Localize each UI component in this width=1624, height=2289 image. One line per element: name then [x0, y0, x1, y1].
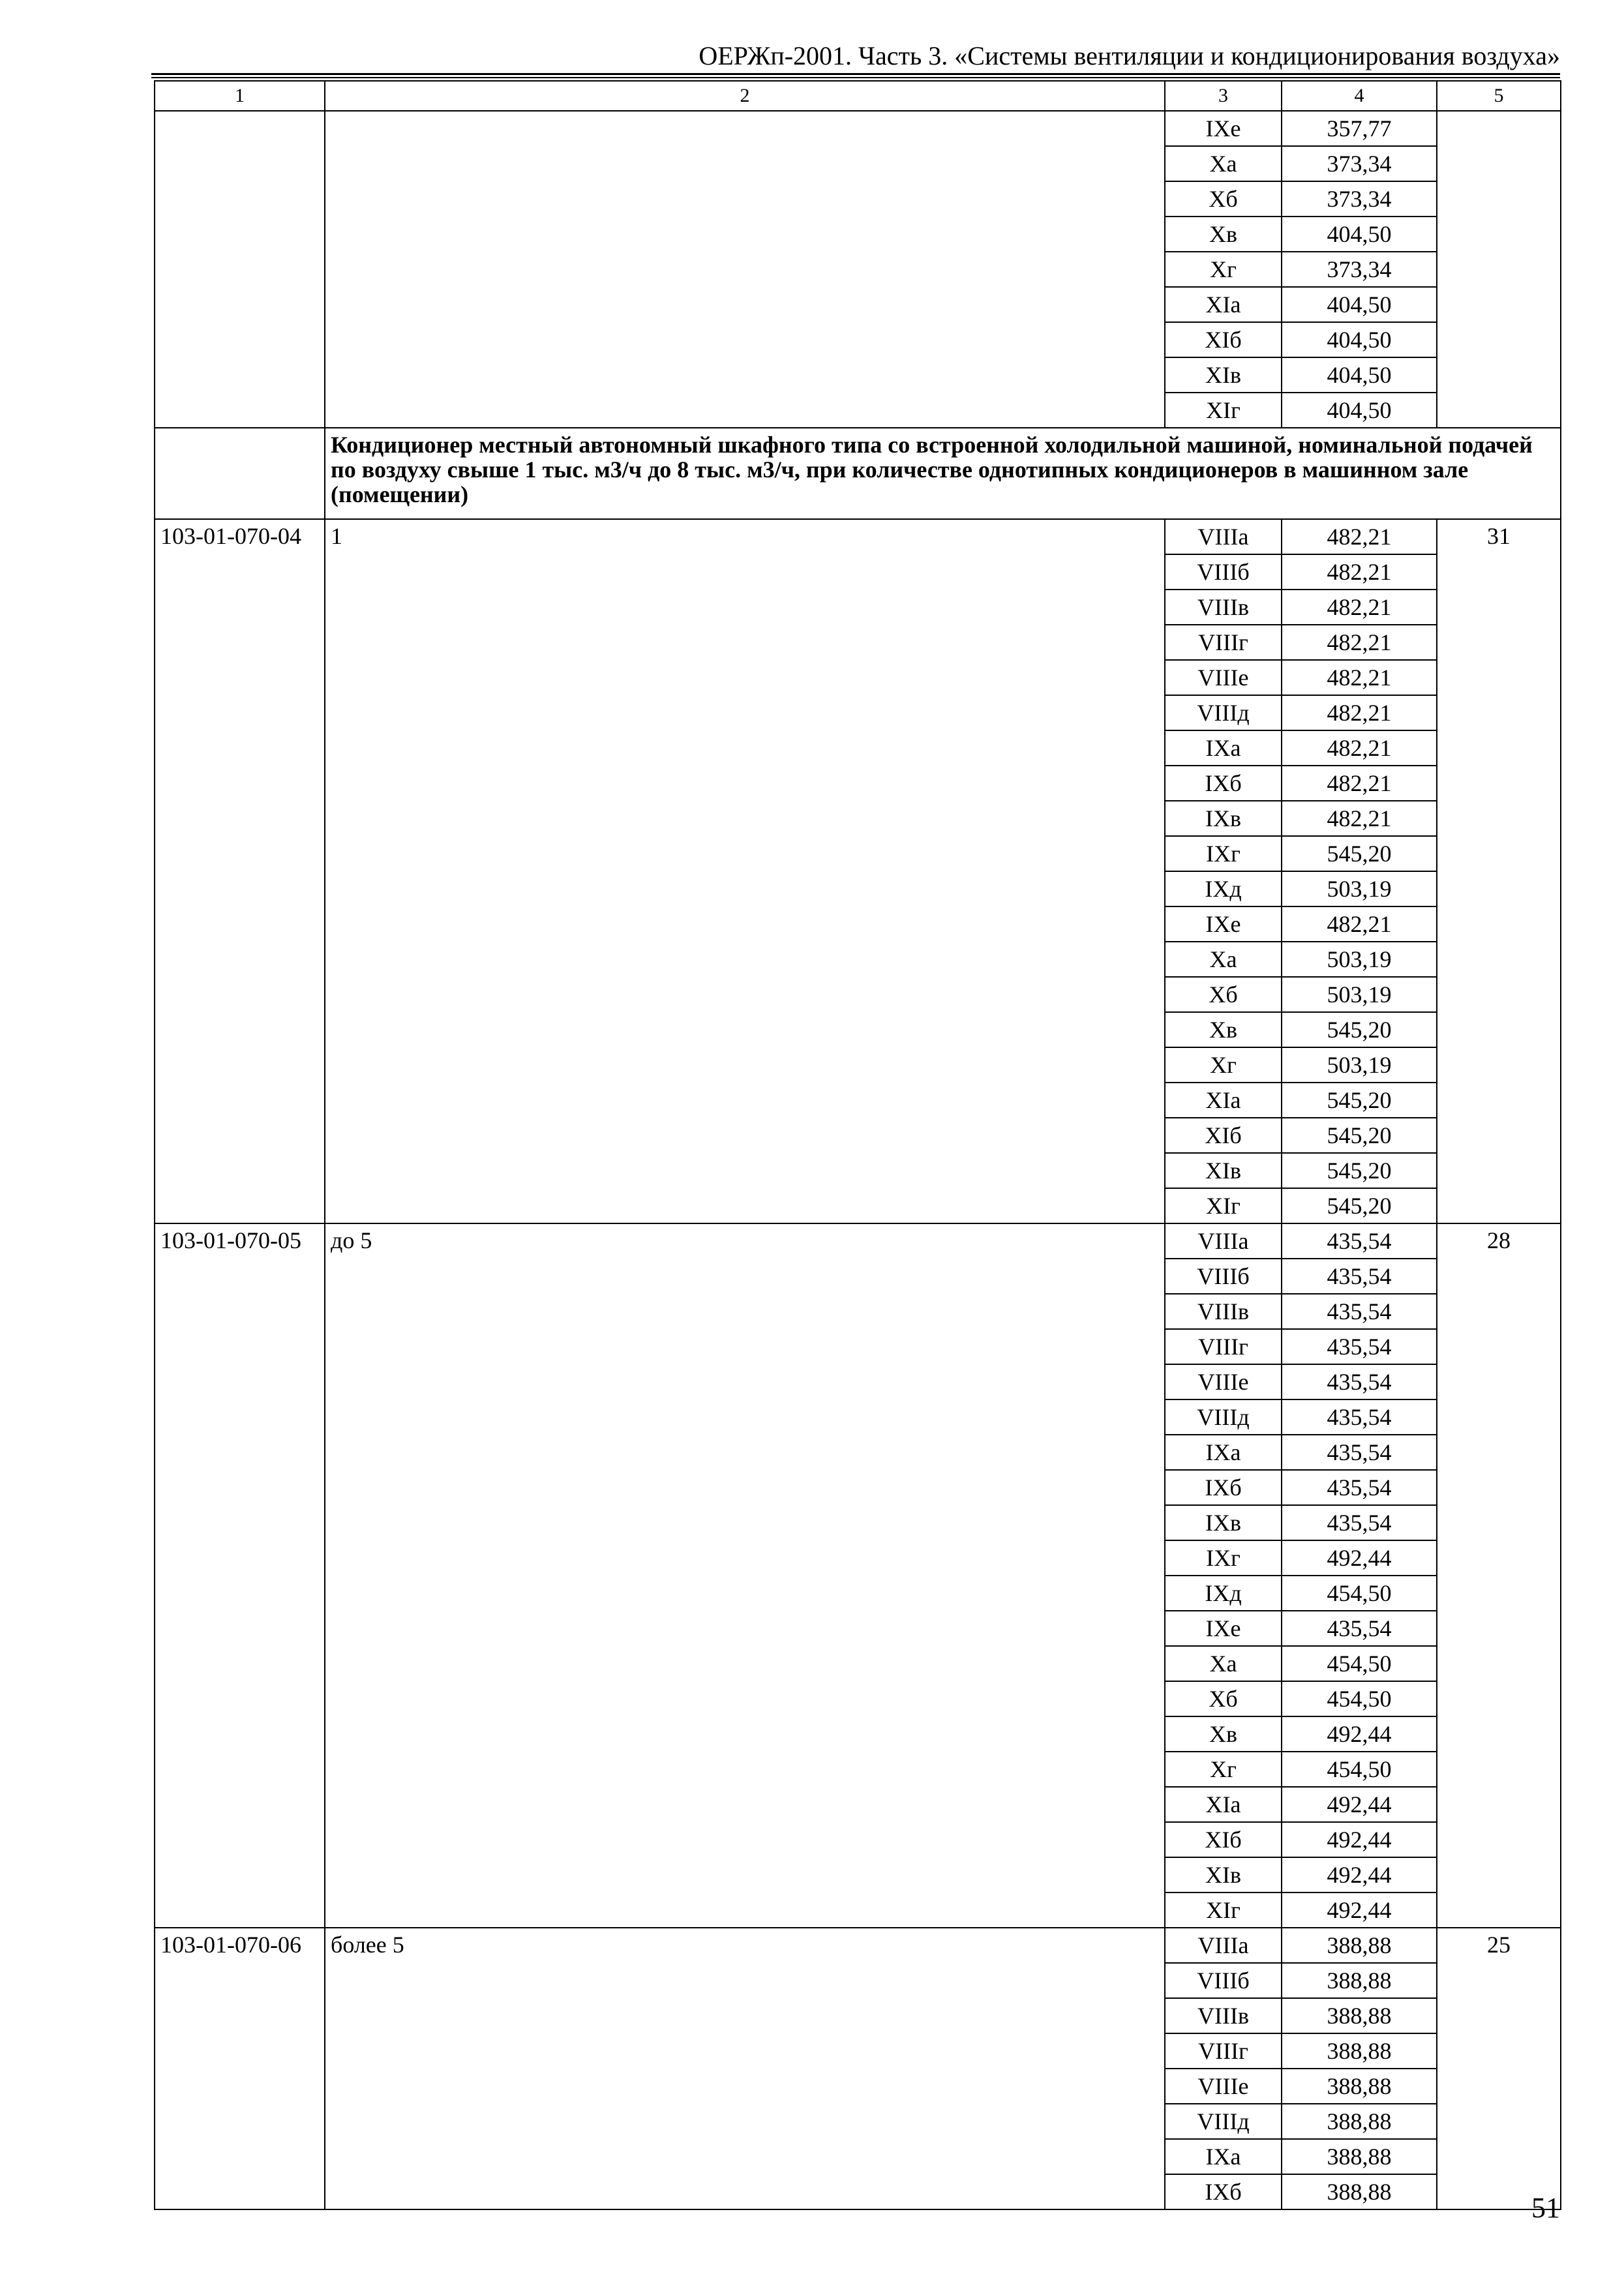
zone-cell: XIг — [1165, 393, 1282, 428]
page-header: ОЕРЖп-2001. Часть 3. «Системы вентиляции и кондиционирования воздуха» — [699, 41, 1560, 70]
section-row — [155, 428, 1561, 519]
norm-cell — [1437, 111, 1561, 428]
header-rule-thin — [151, 77, 1560, 78]
zone-cell: VIIIб — [1165, 1963, 1282, 1998]
price-cell: 388,88 — [1282, 2069, 1437, 2104]
table-row — [155, 519, 1561, 554]
section-title: Кондиционер местный автономный шкафного типа со встроенной холодильной машиной, номинальной подачей по воздуху свыше 1 тыс. м3/ч до 8 тыс. м3/ч, при количестве однотипных кондиционеров в машинном зале (помещении) — [325, 428, 1561, 519]
price-cell: 482,21 — [1282, 766, 1437, 801]
zone-cell: VIIIд — [1165, 2104, 1282, 2139]
price-cell: 545,20 — [1282, 1188, 1437, 1223]
column-number: 3 — [1165, 81, 1282, 111]
price-cell: 545,20 — [1282, 1153, 1437, 1188]
price-cell: 435,54 — [1282, 1435, 1437, 1470]
zone-cell: VIIIв — [1165, 1294, 1282, 1329]
zone-cell: IXд — [1165, 1576, 1282, 1611]
price-cell: 388,88 — [1282, 1928, 1437, 1963]
price-cell: 388,88 — [1282, 2174, 1437, 2209]
zone-cell: IXе — [1165, 906, 1282, 942]
zone-cell: IXв — [1165, 1505, 1282, 1540]
price-cell: 435,54 — [1282, 1329, 1437, 1364]
code-cell — [155, 111, 325, 428]
page-number: 51 — [1531, 2192, 1560, 2224]
code-cell: 103-01-070-05 — [155, 1223, 325, 1928]
price-cell: 373,34 — [1282, 146, 1437, 181]
zone-cell: VIIIа — [1165, 1223, 1282, 1259]
description-cell: до 5 — [325, 1223, 1165, 1928]
zone-cell: IXг — [1165, 836, 1282, 871]
price-cell: 482,21 — [1282, 906, 1437, 942]
price-cell: 545,20 — [1282, 1083, 1437, 1118]
price-cell: 388,88 — [1282, 1998, 1437, 2033]
price-cell: 492,44 — [1282, 1540, 1437, 1576]
zone-cell: VIIIе — [1165, 2069, 1282, 2104]
rates-table — [154, 80, 1561, 2210]
zone-cell: XIа — [1165, 1787, 1282, 1822]
price-cell: 435,54 — [1282, 1364, 1437, 1399]
zone-cell: IXд — [1165, 871, 1282, 906]
zone-cell: VIIIд — [1165, 695, 1282, 730]
zone-cell: VIIIг — [1165, 625, 1282, 660]
zone-cell: XIб — [1165, 1118, 1282, 1153]
zone-cell: XIг — [1165, 1188, 1282, 1223]
norm-cell: 31 — [1437, 519, 1561, 1223]
price-cell: 435,54 — [1282, 1259, 1437, 1294]
price-cell: 503,19 — [1282, 871, 1437, 906]
price-cell: 482,21 — [1282, 801, 1437, 836]
zone-cell: IXб — [1165, 766, 1282, 801]
price-cell: 388,88 — [1282, 2033, 1437, 2069]
zone-cell: Xа — [1165, 146, 1282, 181]
zone-cell: XIв — [1165, 1857, 1282, 1893]
code-cell: 103-01-070-04 — [155, 519, 325, 1223]
price-cell: 454,50 — [1282, 1576, 1437, 1611]
section-code-cell — [155, 428, 325, 519]
zone-cell: VIIIа — [1165, 519, 1282, 554]
price-cell: 482,21 — [1282, 730, 1437, 766]
column-number: 4 — [1282, 81, 1437, 111]
price-cell: 482,21 — [1282, 519, 1437, 554]
zone-cell: Xб — [1165, 181, 1282, 217]
price-cell: 435,54 — [1282, 1611, 1437, 1646]
description-cell: 1 — [325, 519, 1165, 1223]
price-cell: 503,19 — [1282, 977, 1437, 1012]
zone-cell: IXг — [1165, 1540, 1282, 1576]
code-cell: 103-01-070-06 — [155, 1928, 325, 2209]
zone-cell: IXб — [1165, 2174, 1282, 2209]
price-cell: 435,54 — [1282, 1505, 1437, 1540]
zone-cell: IXа — [1165, 1435, 1282, 1470]
zone-cell: IXе — [1165, 1611, 1282, 1646]
zone-cell: VIIIд — [1165, 1399, 1282, 1435]
zone-cell: IXа — [1165, 730, 1282, 766]
zone-cell: XIв — [1165, 357, 1282, 393]
zone-cell: XIа — [1165, 1083, 1282, 1118]
zone-cell: XIб — [1165, 1822, 1282, 1857]
price-cell: 404,50 — [1282, 217, 1437, 252]
zone-cell: IXв — [1165, 801, 1282, 836]
zone-cell: VIIIе — [1165, 660, 1282, 695]
column-number-row — [155, 81, 1561, 111]
description-cell: более 5 — [325, 1928, 1165, 2209]
zone-cell: Xа — [1165, 942, 1282, 977]
zone-cell: Xг — [1165, 252, 1282, 287]
table-row — [155, 1928, 1561, 1963]
price-cell: 503,19 — [1282, 1047, 1437, 1083]
price-cell: 435,54 — [1282, 1223, 1437, 1259]
column-number: 1 — [155, 81, 325, 111]
zone-cell: IXе — [1165, 111, 1282, 146]
price-cell: 482,21 — [1282, 660, 1437, 695]
price-cell: 492,44 — [1282, 1787, 1437, 1822]
price-cell: 404,50 — [1282, 322, 1437, 357]
zone-cell: VIIIа — [1165, 1928, 1282, 1963]
price-cell: 454,50 — [1282, 1681, 1437, 1716]
price-cell: 482,21 — [1282, 695, 1437, 730]
price-cell: 492,44 — [1282, 1822, 1437, 1857]
price-cell: 492,44 — [1282, 1857, 1437, 1893]
price-cell: 373,34 — [1282, 252, 1437, 287]
price-cell: 388,88 — [1282, 2104, 1437, 2139]
zone-cell: VIIIб — [1165, 554, 1282, 590]
price-cell: 388,88 — [1282, 1963, 1437, 1998]
price-cell: 482,21 — [1282, 625, 1437, 660]
price-cell: 454,50 — [1282, 1752, 1437, 1787]
zone-cell: Xг — [1165, 1752, 1282, 1787]
price-cell: 492,44 — [1282, 1716, 1437, 1752]
price-cell: 388,88 — [1282, 2139, 1437, 2174]
price-cell: 482,21 — [1282, 554, 1437, 590]
description-cell — [325, 111, 1165, 428]
zone-cell: Xб — [1165, 1681, 1282, 1716]
price-cell: 503,19 — [1282, 942, 1437, 977]
zone-cell: XIв — [1165, 1153, 1282, 1188]
zone-cell: VIIIв — [1165, 1998, 1282, 2033]
zone-cell: Xб — [1165, 977, 1282, 1012]
zone-cell: XIб — [1165, 322, 1282, 357]
zone-cell: Xв — [1165, 1012, 1282, 1047]
column-number: 2 — [325, 81, 1165, 111]
zone-cell: VIIIг — [1165, 2033, 1282, 2069]
price-cell: 482,21 — [1282, 590, 1437, 625]
price-cell: 545,20 — [1282, 1118, 1437, 1153]
price-cell: 404,50 — [1282, 357, 1437, 393]
zone-cell: IXб — [1165, 1470, 1282, 1505]
norm-cell: 28 — [1437, 1223, 1561, 1928]
table-row — [155, 111, 1561, 146]
zone-cell: XIг — [1165, 1893, 1282, 1928]
zone-cell: IXа — [1165, 2139, 1282, 2174]
price-cell: 373,34 — [1282, 181, 1437, 217]
price-cell: 492,44 — [1282, 1893, 1437, 1928]
zone-cell: Xв — [1165, 1716, 1282, 1752]
zone-cell: VIIIе — [1165, 1364, 1282, 1399]
zone-cell: Xа — [1165, 1646, 1282, 1681]
price-cell: 435,54 — [1282, 1294, 1437, 1329]
zone-cell: Xг — [1165, 1047, 1282, 1083]
table-row — [155, 1223, 1561, 1259]
price-cell: 404,50 — [1282, 393, 1437, 428]
price-cell: 435,54 — [1282, 1470, 1437, 1505]
price-cell: 545,20 — [1282, 836, 1437, 871]
zone-cell: VIIIб — [1165, 1259, 1282, 1294]
norm-cell: 25 — [1437, 1928, 1561, 2209]
zone-cell: VIIIв — [1165, 590, 1282, 625]
price-cell: 454,50 — [1282, 1646, 1437, 1681]
header-rule — [151, 73, 1560, 75]
column-number: 5 — [1437, 81, 1561, 111]
price-cell: 404,50 — [1282, 287, 1437, 322]
price-cell: 435,54 — [1282, 1399, 1437, 1435]
price-cell: 357,77 — [1282, 111, 1437, 146]
price-cell: 545,20 — [1282, 1012, 1437, 1047]
zone-cell: XIа — [1165, 287, 1282, 322]
zone-cell: VIIIг — [1165, 1329, 1282, 1364]
zone-cell: Xв — [1165, 217, 1282, 252]
